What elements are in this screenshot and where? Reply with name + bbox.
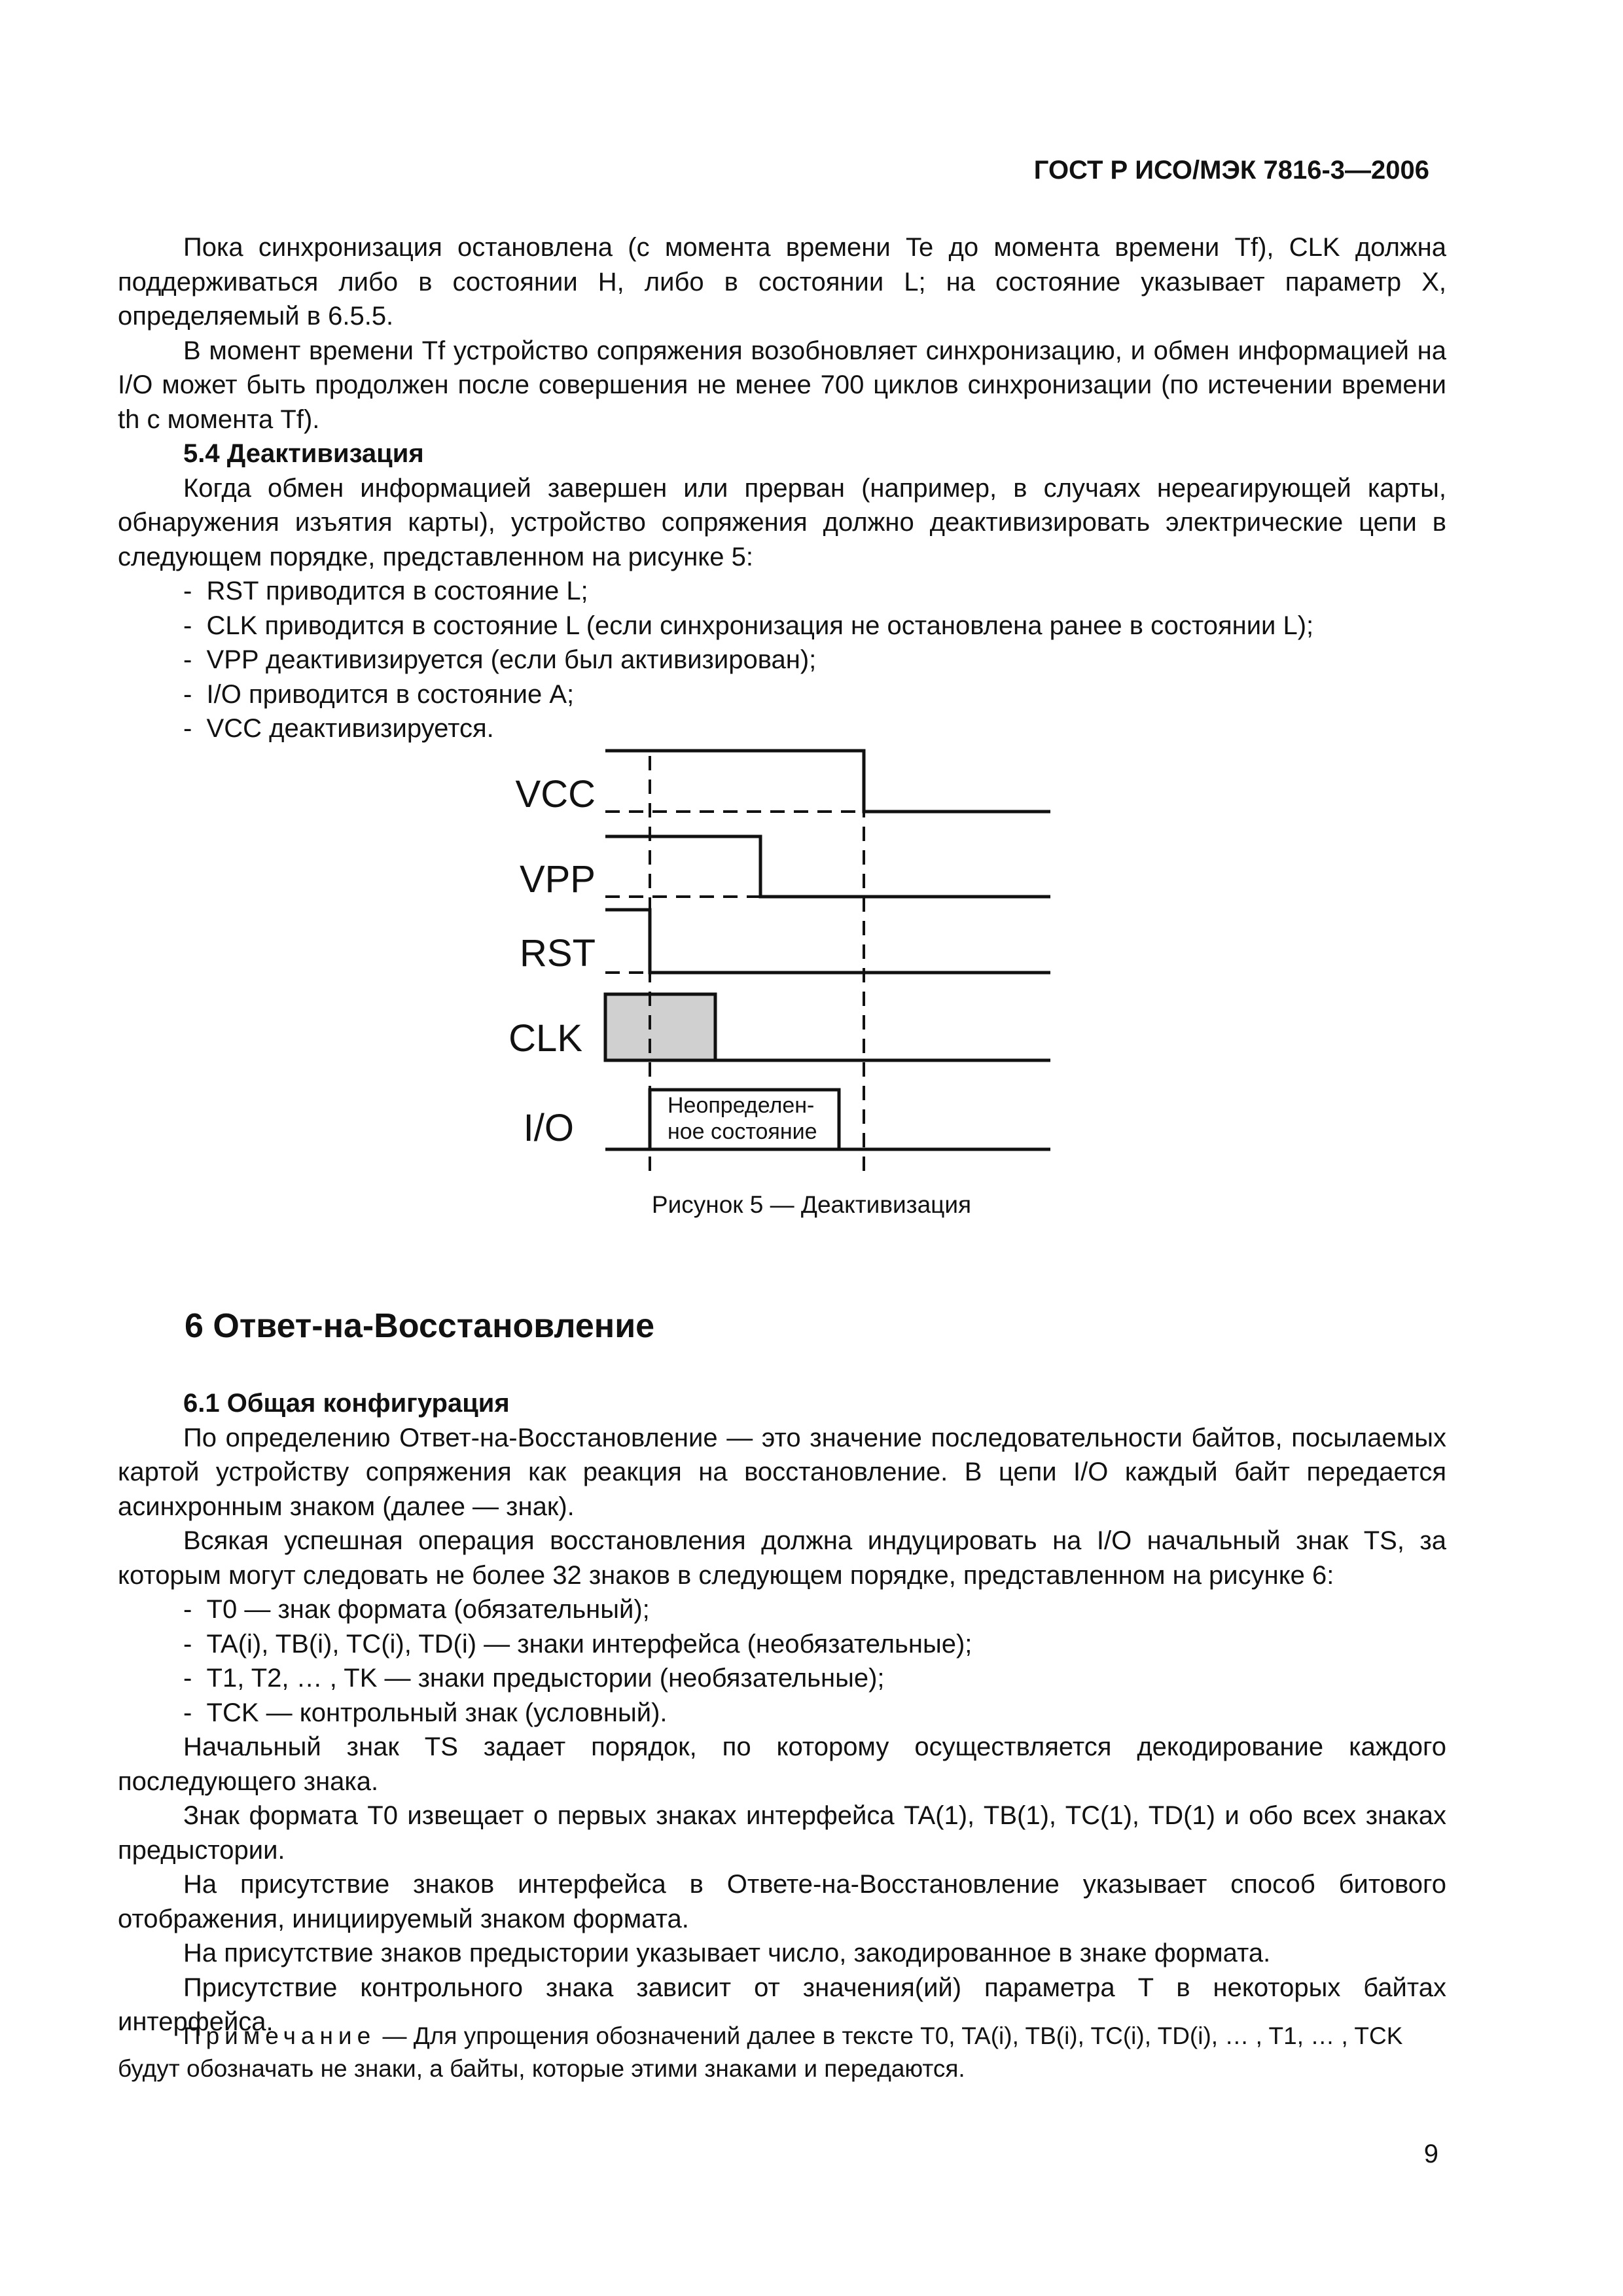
list-item: - CLK приводится в состояние L (если синхронизация не остановлена ранее в состоянии L); [118, 609, 1446, 643]
signal-label-vcc: VCC [515, 773, 596, 816]
clk-active-region [605, 994, 715, 1060]
list-item: - T1, T2, … , TK — знаки предыстории (необязательные); [118, 1661, 1446, 1696]
section-6-paragraph: Начальный знак TS задает порядок, по которому осуществляется декодирование каждого последующего знака. [118, 1732, 1446, 1796]
atr-characters-list [118, 1592, 1446, 1730]
note-label: Примечание [183, 2022, 376, 2049]
figure-5-caption: Рисунок 5 — Деактивизация [651, 1191, 972, 1218]
list-item: - T0 — знак формата (обязательный); [118, 1592, 1446, 1627]
vcc-waveform [605, 751, 1050, 812]
undefined-state-label: Неопределен- [668, 1093, 815, 1118]
section-5-4-heading: 5.4 Деактивизация [183, 439, 424, 468]
section-6-paragraph: На присутствие знаков интерфейса в Ответе-на-Восстановление указывает способ битового отображения, инициируемый знаком формата. [118, 1870, 1446, 1933]
list-item: - TCK — контрольный знак (условный). [118, 1696, 1446, 1731]
signal-label-rst: RST [520, 932, 596, 975]
section-6-1-heading: 6.1 Общая конфигурация [183, 1389, 510, 1418]
section-6-heading: 6 Ответ-на-Восстановление [185, 1307, 655, 1345]
document-id-header: ГОСТ Р ИСО/МЭК 7816-3—2006 [1033, 156, 1429, 185]
section-5-4-paragraph: Когда обмен информацией завершен или прерван (например, в случаях нереагирующей карты, обнаружения изъятия карты), устройство сопряжения должно деактивизировать электрические цепи в следующем порядке, представленном на рисунке 5: [118, 473, 1446, 571]
rst-waveform [605, 910, 1050, 973]
list-item: - VCC деактивизируется. [118, 711, 1446, 746]
signal-label-io: I/O [523, 1107, 574, 1149]
section-6-text [118, 1386, 1446, 2039]
page-number: 9 [1423, 2140, 1438, 2168]
list-item: - I/O приводится в состояние A; [118, 677, 1446, 712]
vpp-waveform [605, 836, 1050, 897]
note [118, 2020, 1446, 2085]
list-item: - RST приводится в состояние L; [118, 574, 1446, 609]
signal-label-vpp: VPP [519, 858, 596, 901]
section-6-paragraph: Знак формата T0 извещает о первых знаках интерфейса TA(1), TB(1), TC(1), TD(1) и обо всех знаках предыстории. [118, 1801, 1446, 1865]
undefined-state-label: ное состояние [668, 1119, 817, 1144]
list-item: - TA(i), TB(i), TC(i), TD(i) — знаки интерфейса (необязательные); [118, 1627, 1446, 1662]
section-6-paragraph: Присутствие контрольного знака зависит от значения(ий) параметра T в некоторых байтах интерфейса. [118, 1973, 1446, 2036]
section-6-paragraph: На присутствие знаков предыстории указывает число, закодированное в знаке формата. [183, 1939, 1271, 1967]
section-6-paragraph: По определению Ответ-на-Восстановление — это значение последовательности байтов, посылаемых картой устройству сопряжения как реакция на восстановление. В цепи I/O каждый байт передается асинхронным знаком (далее — знак). [118, 1423, 1446, 1521]
intro-paragraph: Пока синхронизация остановлена (с момента времени Te до момента времени Tf), CLK должна поддерживаться либо в состоянии H, либо в состоянии L; на состояние указывает параметр X, определяемый в 6.5.5. [118, 233, 1446, 331]
signal-label-clk: CLK [508, 1017, 582, 1060]
list-item: - VPP деактивизируется (если был активизирован); [118, 643, 1446, 677]
note-text: — Для упрощения обозначений далее в тексте T0, TA(i), TB(i), TC(i), TD(i), … , T1, … , TCK будут обозначать не знаки, а байты, которые этими знаками и передаются. [118, 2022, 1403, 2082]
intro-paragraph: В момент времени Tf устройство сопряжения возобновляет синхронизацию, и обмен информацией на I/O может быть продолжен после совершения не менее 700 циклов синхронизации (по истечении времени th с момента Tf). [118, 336, 1446, 434]
section-6-paragraph: Всякая успешная операция восстановления должна индуцировать на I/O начальный знак TS, за которым могут следовать не более 32 знаков в следующем порядке, представленном на рисунке 6: [118, 1526, 1446, 1590]
